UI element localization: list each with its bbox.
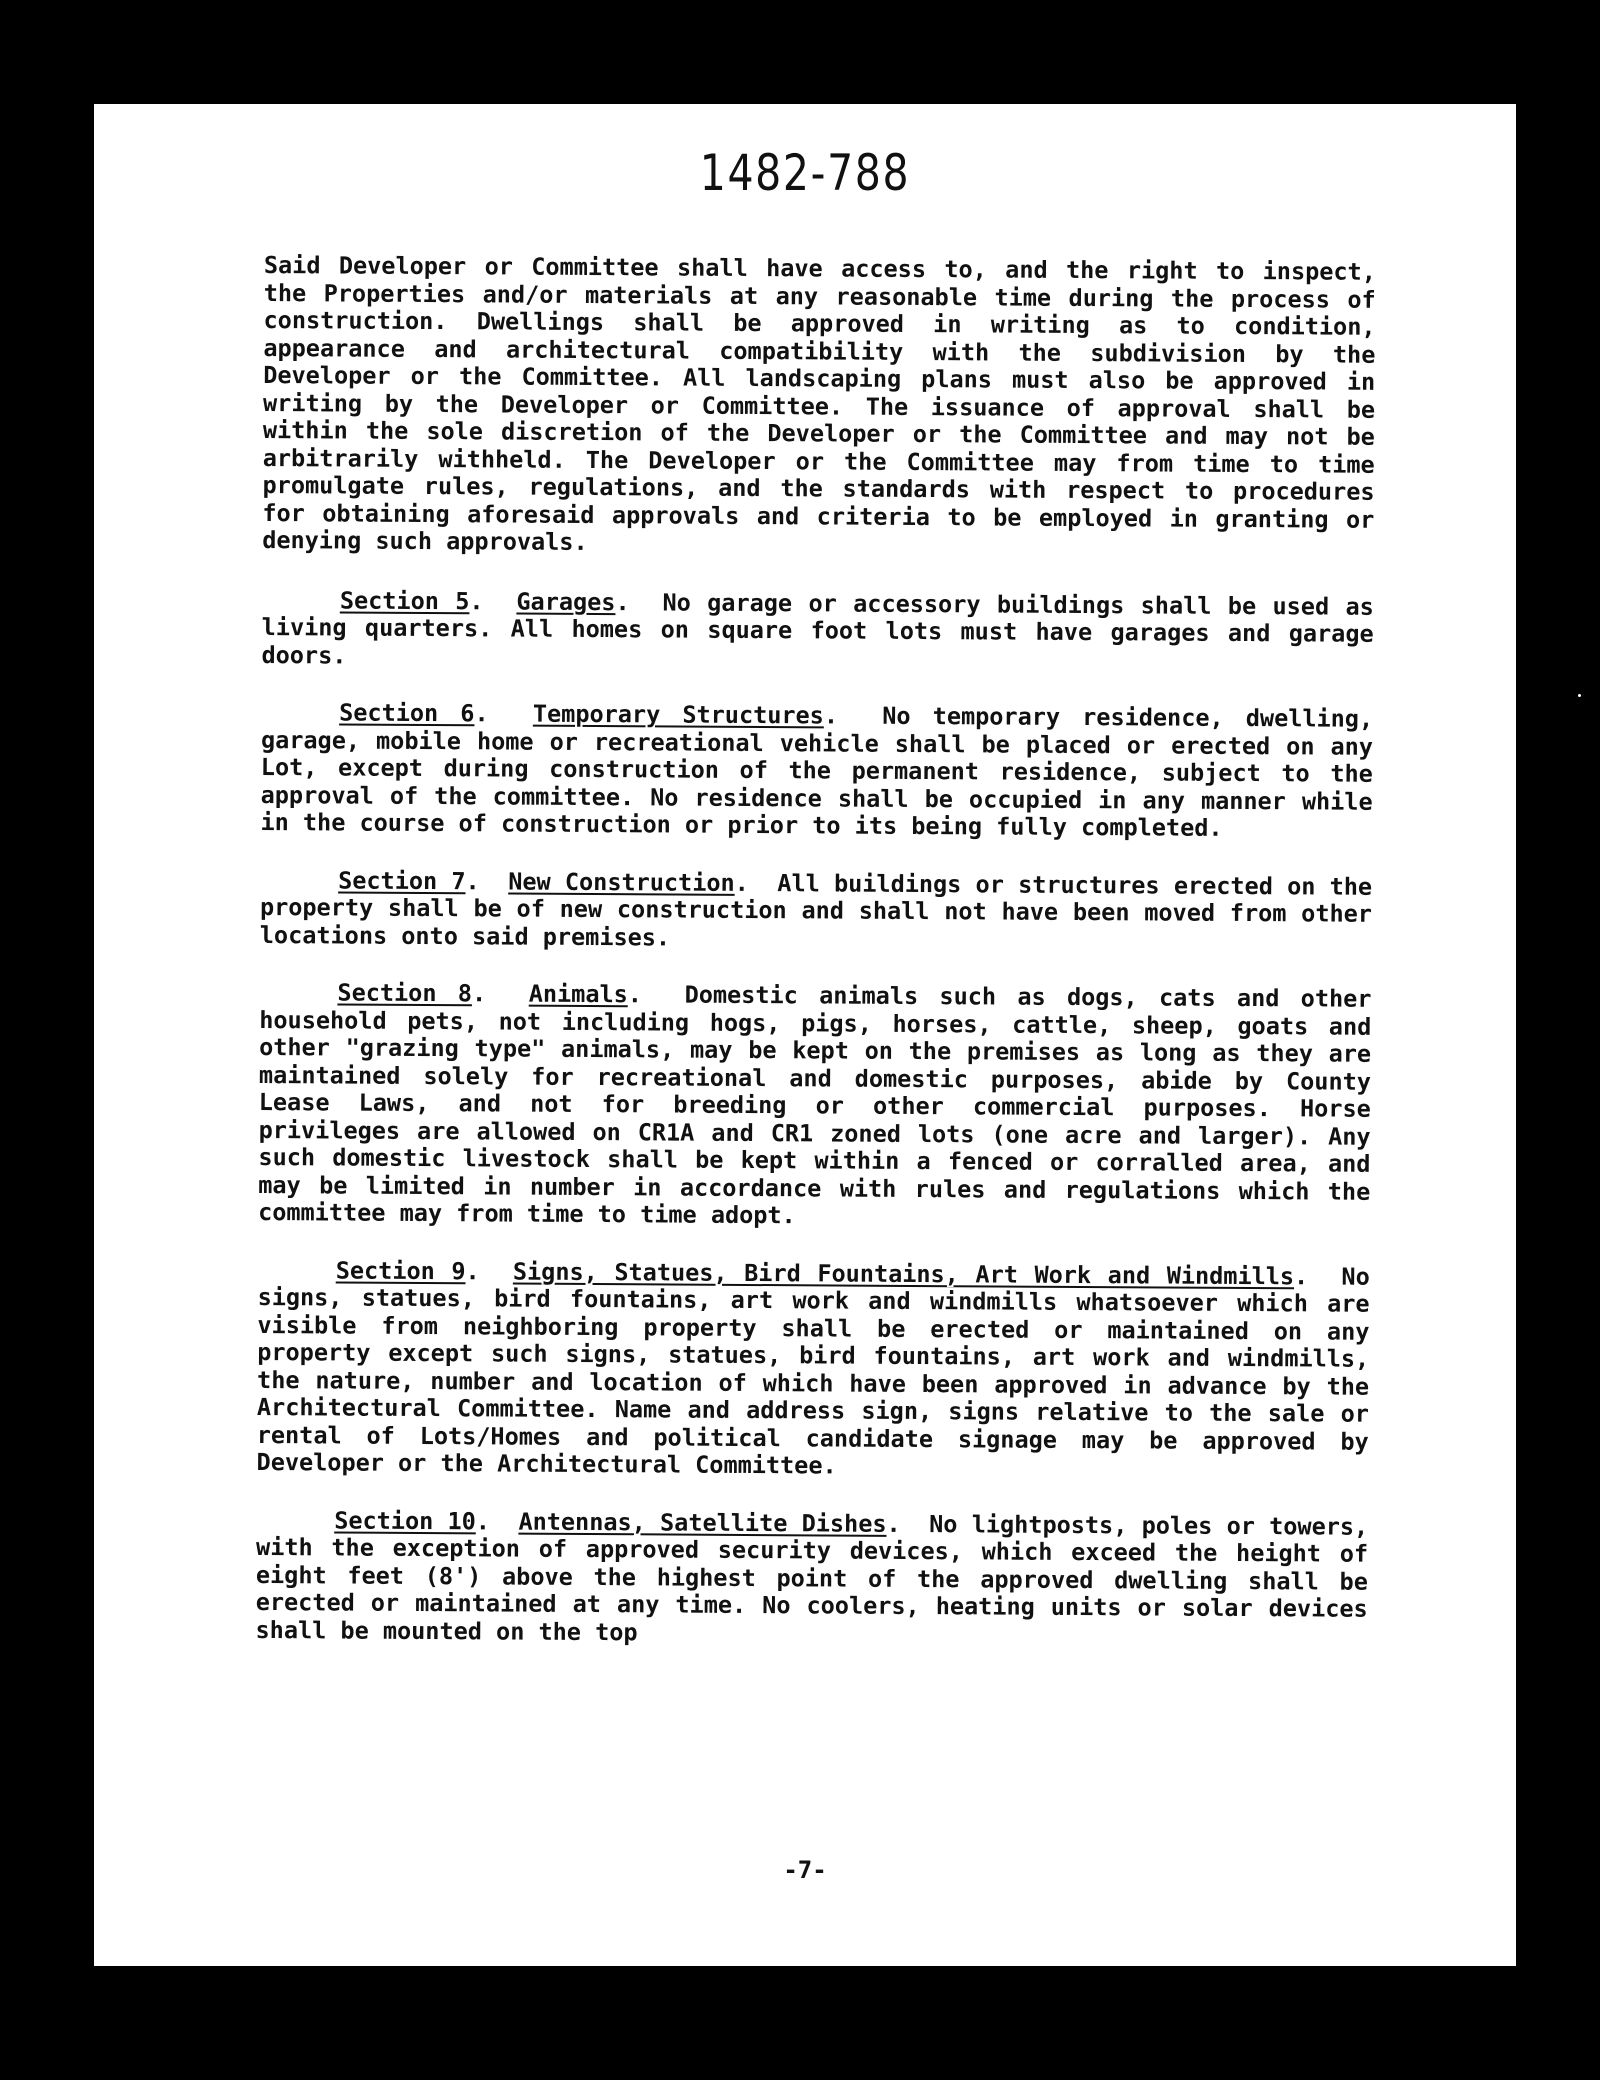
section-7-number: Section 7 (338, 865, 466, 895)
section-5-text: No garage or accessory buildings shall be used as living quarters. All homes on square foot lots must have garages and garage doors. (261, 587, 1374, 670)
section-10-text: No lightposts, poles or towers, with the exception of approved security devices, which exceed the height of eight feet (8') above the highest point of the approved dwelling shall be erected or maintained at any time. No coolers, heating units or solar devices shall be mounted on the top (255, 1509, 1369, 1646)
section-7: Section 7. New Construction. All buildings or structures erected on the property shall be of new construction and shall not have been moved from other locations onto said premises. (259, 865, 1373, 951)
section-10: Section 10. Antennas, Satellite Dishes. No lightposts, poles or towers, with the exception of approved security devices, which exceed the height of eight feet (8') above the highest point of the approved dwelling shall be erected or maintained at any time. No coolers, heating units or solar devices shall be mounted on the top (255, 1505, 1369, 1646)
section-5-number: Section 5 (339, 585, 470, 615)
intro-paragraph: Said Developer or Committee shall have access to, and the right to inspect, the Properties and/or materials at any reasonable time during the process of construction. Dwellings shall be approved in writing as to condition, appearance and architectural compatibility with the subdivision by the Developer or the Committee. All landscaping plans must also be approved in writing by the Developer or Committee. The issuance of approval shall be within the sole discretion of the Developer or the Committee and may not be arbitrarily withheld. The Developer or the Committee may from time to time promulgate rules, regulations, and the standards with respect to procedures for obtaining aforesaid approvals and criteria to be employed in granting or denying such approvals. (262, 251, 1376, 556)
scan-speck (1578, 694, 1581, 697)
section-8-title: Animals (528, 979, 628, 1009)
section-6-text: No temporary residence, dwelling, garage, mobile home or recreational vehicle shall be placed or erected on any Lot, except during construction of the permanent residence, subject to the approval of the committee. No residence shall be occupied in any manner while in the course of construction or prior to its being fully completed. (260, 701, 1374, 842)
section-9: Section 9. Signs, Statues, Bird Fountains, Art Work and Windmills. No signs, statues, bird fountains, art work and windmills whatsoever which are visible from neighboring property shall be erected or maintained on any property except such signs, statues, bird fountains, art work and windmills, the nature, number and location of which have been approved in advance by the Architectural Committee. Name and address sign, signs relative to the sale or rental of Lots/Homes and political candidate signage may be approved by Developer or the Architectural Committee. (256, 1255, 1370, 1480)
document-page (94, 104, 1516, 1966)
document-body (255, 252, 1376, 1681)
page-number: -7- (783, 1856, 827, 1884)
section-5: Section 5. Garages. No garage or accessory buildings shall be used as living quarters. All homes on square foot lots must have garages and garage doors. (261, 585, 1374, 670)
section-10-title: Antennas, Satellite Dishes (518, 1507, 887, 1538)
section-9-number: Section 9 (335, 1255, 466, 1285)
section-8-text: Domestic animals such as dogs, cats and other household pets, not including hogs, pigs, horses, cattle, sheep, goats and other "grazing type" animals, may be kept on the premises as long as they are maintained solely for recreational and domestic purposes, abide by County Lease Laws, and not for breeding or other commercial purposes. Horse privileges are allowed on CR1A and CR1 zoned lots (one acre and larger). Any such domestic livestock shall be kept within a fenced or corralled area, and may be limited in number in accordance with rules and regulations which the committee may from time to time adopt. (258, 980, 1372, 1230)
section-6: Section 6. Temporary Structures. No temporary residence, dwelling, garage, mobile home or recreational vehicle shall be placed or erected on any Lot, except during construction of the permanent residence, subject to the approval of the committee. No residence shall be occupied in any manner while in the course of construction or prior to its being fully completed. (260, 698, 1374, 842)
section-6-number: Section 6 (339, 698, 475, 728)
section-10-number: Section 10 (334, 1505, 476, 1535)
section-7-title: New Construction (508, 867, 735, 897)
section-9-title: Signs, Statues, Bird Fountains, Art Work and Windmills (512, 1257, 1295, 1290)
section-7-text: All buildings or structures erected on the property shall be of new construction and shall not have been moved from other locations onto said premises. (259, 868, 1373, 951)
section-8-number: Section 8 (337, 978, 473, 1008)
scan-speck (118, 1180, 121, 1183)
section-9-text: No signs, statues, bird fountains, art work and windmills whatsoever which are visible from neighboring property shall be erected or maintained on any property except such signs, statues, bird fountains, art work and windmills, the nature, number and location of which have been approved in advance by the Architectural Committee. Name and address sign, signs relative to the sale or rental of Lots/Homes and political candidate signage may be approved by Developer or the Architectural Committee. (256, 1262, 1370, 1480)
section-5-title: Garages (516, 587, 616, 616)
section-8: Section 8. Animals. Domestic animals such as dogs, cats and other household pets, not including hogs, pigs, horses, cattle, sheep, goats and other "grazing type" animals, may be kept on the premises as long as they are maintained solely for recreational and domestic purposes, abide by County Lease Laws, and not for breeding or other commercial purposes. Horse privileges are allowed on CR1A and CR1 zoned lots (one acre and larger). Any such domestic livestock shall be kept within a fenced or corralled area, and may be limited in number in accordance with rules and regulations which the committee may from time to time adopt. (258, 978, 1372, 1230)
document-number: 1482-788 (699, 144, 911, 202)
section-6-title: Temporary Structures (532, 699, 824, 730)
